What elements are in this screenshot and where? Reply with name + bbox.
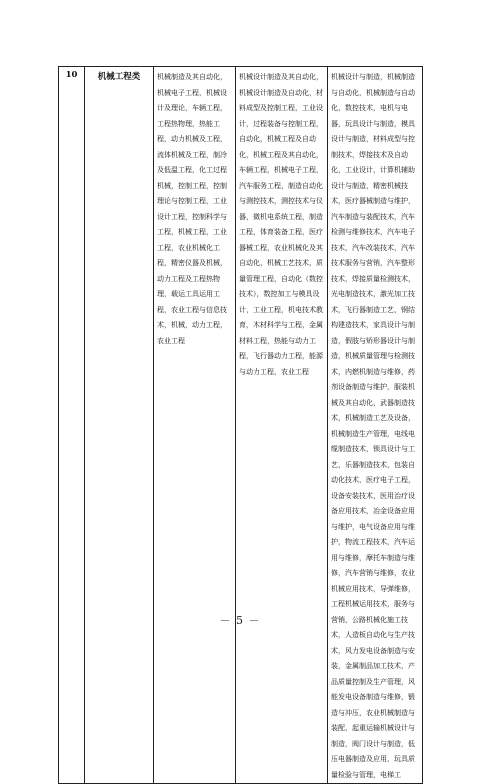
undergraduate-majors-cell: 机械设计制造及其自动化，机械设计制造及自动化，材料成型及控制工程，工业设计，过程装备与控制工程，自动化，机械工程及自动化，机械工程及其自动化，车辆工程，机械电子工程，汽车服务工程，制造自动化与测控技术，测控技术与仪器，微机电系统工程，制造工程，体育装备工程，医疗器械工程，农业机械化及其自动化，机械工艺技术，质量管理工程，自动化（数控技术），数控加工与模具设计，工业工程，机电技术教育，木材科学与工程，金属材料工程，热能与动力工程，飞行器动力工程，能源与动力工程，农业工程 bbox=[236, 67, 328, 784]
discipline-table bbox=[58, 66, 423, 784]
table-row bbox=[59, 67, 423, 784]
vocational-majors-cell: 机械设计与制造，机械制造与自动化，机械制造与自动化，数控技术，电机与电器，玩具设计与制造，模具设计与制造，材料成型与控制技术，焊接技术及自动化，工业设计，计算机辅助设计与制造，精密机械技术，医疗器械制造与维护，汽车制造与装配技术，汽车检测与维修技术，汽车电子技术，汽车改装技术，汽车技术服务与营销，汽车整形技术，焊接质量检测技术，光电制造技术，激光加工技术，飞行器制造工艺，钢结构建造技术，家具设计与制造，假肢与矫形器设计与制造，机械质量管理与检测技术，内燃机制造与维修，药剂设备制造与维护，服装机械及其自动化，武器制造技术，机械制造工艺及设备，机械制造生产管理，电线电缆制造技术，锁具设计与工艺，乐器制造技术，包装自动化技术，医疗电子工程，设备安装技术，医用治疗设备应用技术，冶金设备应用与维护，电气设备应用与维护，物流工程技术，汽车运用与维修，摩托车制造与维修，汽车营销与维修，农业机械应用技术，导弹维修，工程机械运用技术，服务与营销，公路机械化施工技术，人造板自动化与生产技术，风力发电设备制造与安装，金属制品加工技术，产品质量控制及生产管理，风能发电设备制造与维修，锻造与冲压，农业机械制造与装配，起重运输机械设计与制造，阀门设计与制造，低压电器制造及应用，玩具质量检验与管理，电梯工 bbox=[328, 67, 423, 784]
category-name: 机械工程类 bbox=[85, 67, 154, 784]
row-number: 10 bbox=[59, 67, 85, 784]
graduate-majors-cell: 机械制造及其自动化，机械电子工程，机械设计及理论，车辆工程，工程热物理，热能工程，动力机械及工程，流体机械及工程，制冷及低温工程，化工过程机械，控制工程，控制理论与控制工程，工业设计工程，控制科学与工程，机械工程，工业工程，农业机械化工程，精密仪器及机械，动力工程及工程热物理，载运工具运用工程，农业工程与信息技术，机械，动力工程，农业工程 bbox=[154, 67, 236, 784]
page-number: － 5 － bbox=[219, 614, 261, 627]
